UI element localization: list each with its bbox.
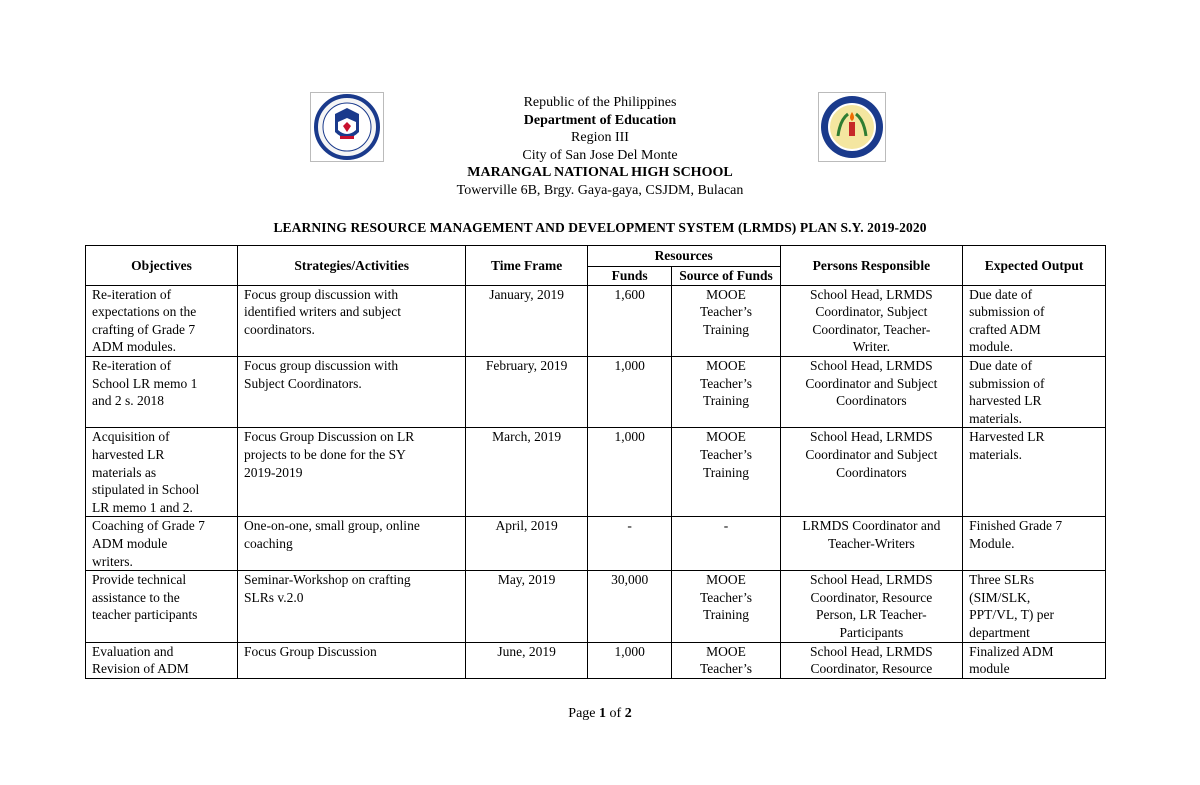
cell-funds: 1,000 [587, 428, 672, 517]
header-city: City of San Jose Del Monte [522, 147, 678, 163]
table-row [86, 356, 1106, 427]
header-source-of-funds: Source of Funds [672, 267, 780, 286]
cell-strategies: Seminar-Workshop on crafting SLRs v.2.0 [237, 571, 465, 642]
table-header-row [86, 246, 1106, 267]
header-persons: Persons Responsible [780, 246, 963, 286]
table-row [86, 571, 1106, 642]
deped-seal-logo [310, 92, 384, 162]
cell-strategies: Focus Group Discussion on LR projects to be done for the SY 2019-2019 [237, 428, 465, 517]
cell-persons: School Head, LRMDS Coordinator, Resource Person, LR Teacher- Participants [780, 571, 963, 642]
cell-time-frame: May, 2019 [466, 571, 587, 642]
plan-title: LEARNING RESOURCE MANAGEMENT AND DEVELOPMENT SYSTEM (LRMDS) PLAN S.Y. 2019-2020 [273, 220, 927, 235]
cell-source: MOOE Teacher’s Training [672, 428, 780, 517]
cell-source: MOOE Teacher’s [672, 642, 780, 678]
cell-objectives: Provide technical assistance to the teacher participants [86, 571, 238, 642]
cell-strategies: Focus group discussion with identified writers and subject coordinators. [237, 285, 465, 356]
cell-strategies: Focus Group Discussion [237, 642, 465, 678]
cell-funds: 30,000 [587, 571, 672, 642]
page-word: Page [568, 706, 596, 721]
page-footer [0, 706, 1200, 722]
header-strategies: Strategies/Activities [237, 246, 465, 286]
cell-persons: School Head, LRMDS Coordinator and Subject Coordinators [780, 428, 963, 517]
page-number: 1 [599, 706, 607, 721]
cell-strategies: Focus group discussion with Subject Coordinators. [237, 356, 465, 427]
cell-strategies: One-on-one, small group, online coaching [237, 517, 465, 571]
header-department: Department of Education [523, 112, 677, 128]
header-funds: Funds [587, 267, 672, 286]
cell-time-frame: June, 2019 [466, 642, 587, 678]
header-region: Region III [571, 130, 629, 146]
cell-output: Due date of submission of crafted ADM module. [963, 285, 1106, 356]
cell-output: Due date of submission of harvested LR materials. [963, 356, 1106, 427]
cell-source: - [672, 517, 780, 571]
page-total: 2 [624, 706, 632, 721]
cell-persons: School Head, LRMDS Coordinator and Subject Coordinators [780, 356, 963, 427]
cell-objectives: Evaluation and Revision of ADM [86, 642, 238, 678]
cell-objectives: Coaching of Grade 7 ADM module writers. [86, 517, 238, 571]
header-address: Towerville 6B, Brgy. Gaya-gaya, CSJDM, Bulacan [456, 182, 744, 198]
header-objectives: Objectives [86, 246, 238, 286]
cell-funds: 1,000 [587, 642, 672, 678]
header-republic: Republic of the Philippines [523, 95, 677, 110]
cell-persons: School Head, LRMDS Coordinator, Resource [780, 642, 963, 678]
school-seal-logo [818, 92, 886, 162]
table-row [86, 285, 1106, 356]
cell-objectives: Acquisition of harvested LR materials as stipulated in School LR memo 1 and 2. [86, 428, 238, 517]
cell-source: MOOE Teacher’s Training [672, 356, 780, 427]
cell-time-frame: February, 2019 [466, 356, 587, 427]
cell-time-frame: April, 2019 [466, 517, 587, 571]
header-time-frame: Time Frame [466, 246, 587, 286]
cell-output: Finalized ADM module [963, 642, 1106, 678]
cell-source: MOOE Teacher’s Training [672, 571, 780, 642]
table-row [86, 517, 1106, 571]
cell-persons: LRMDS Coordinator and Teacher-Writers [780, 517, 963, 571]
table-row [86, 428, 1106, 517]
cell-output: Finished Grade 7 Module. [963, 517, 1106, 571]
header-school-name: MARANGAL NATIONAL HIGH SCHOOL [467, 165, 733, 181]
header-resources: Resources [587, 246, 780, 267]
lrmds-plan-table [85, 245, 1106, 679]
cell-objectives: Re-iteration of expectations on the crafting of Grade 7 ADM modules. [86, 285, 238, 356]
cell-persons: School Head, LRMDS Coordinator, Subject Coordinator, Teacher- Writer. [780, 285, 963, 356]
of-word: of [609, 706, 622, 721]
cell-time-frame: March, 2019 [466, 428, 587, 517]
cell-source: MOOE Teacher’s Training [672, 285, 780, 356]
cell-objectives: Re-iteration of School LR memo 1 and 2 s. 2018 [86, 356, 238, 427]
table-row [86, 642, 1106, 678]
cell-output: Harvested LR materials. [963, 428, 1106, 517]
cell-funds: 1,600 [587, 285, 672, 356]
header-output: Expected Output [963, 246, 1106, 286]
cell-funds: 1,000 [587, 356, 672, 427]
cell-output: Three SLRs (SIM/SLK, PPT/VL, T) per department [963, 571, 1106, 642]
cell-time-frame: January, 2019 [466, 285, 587, 356]
cell-funds: - [587, 517, 672, 571]
letterhead [400, 94, 800, 200]
